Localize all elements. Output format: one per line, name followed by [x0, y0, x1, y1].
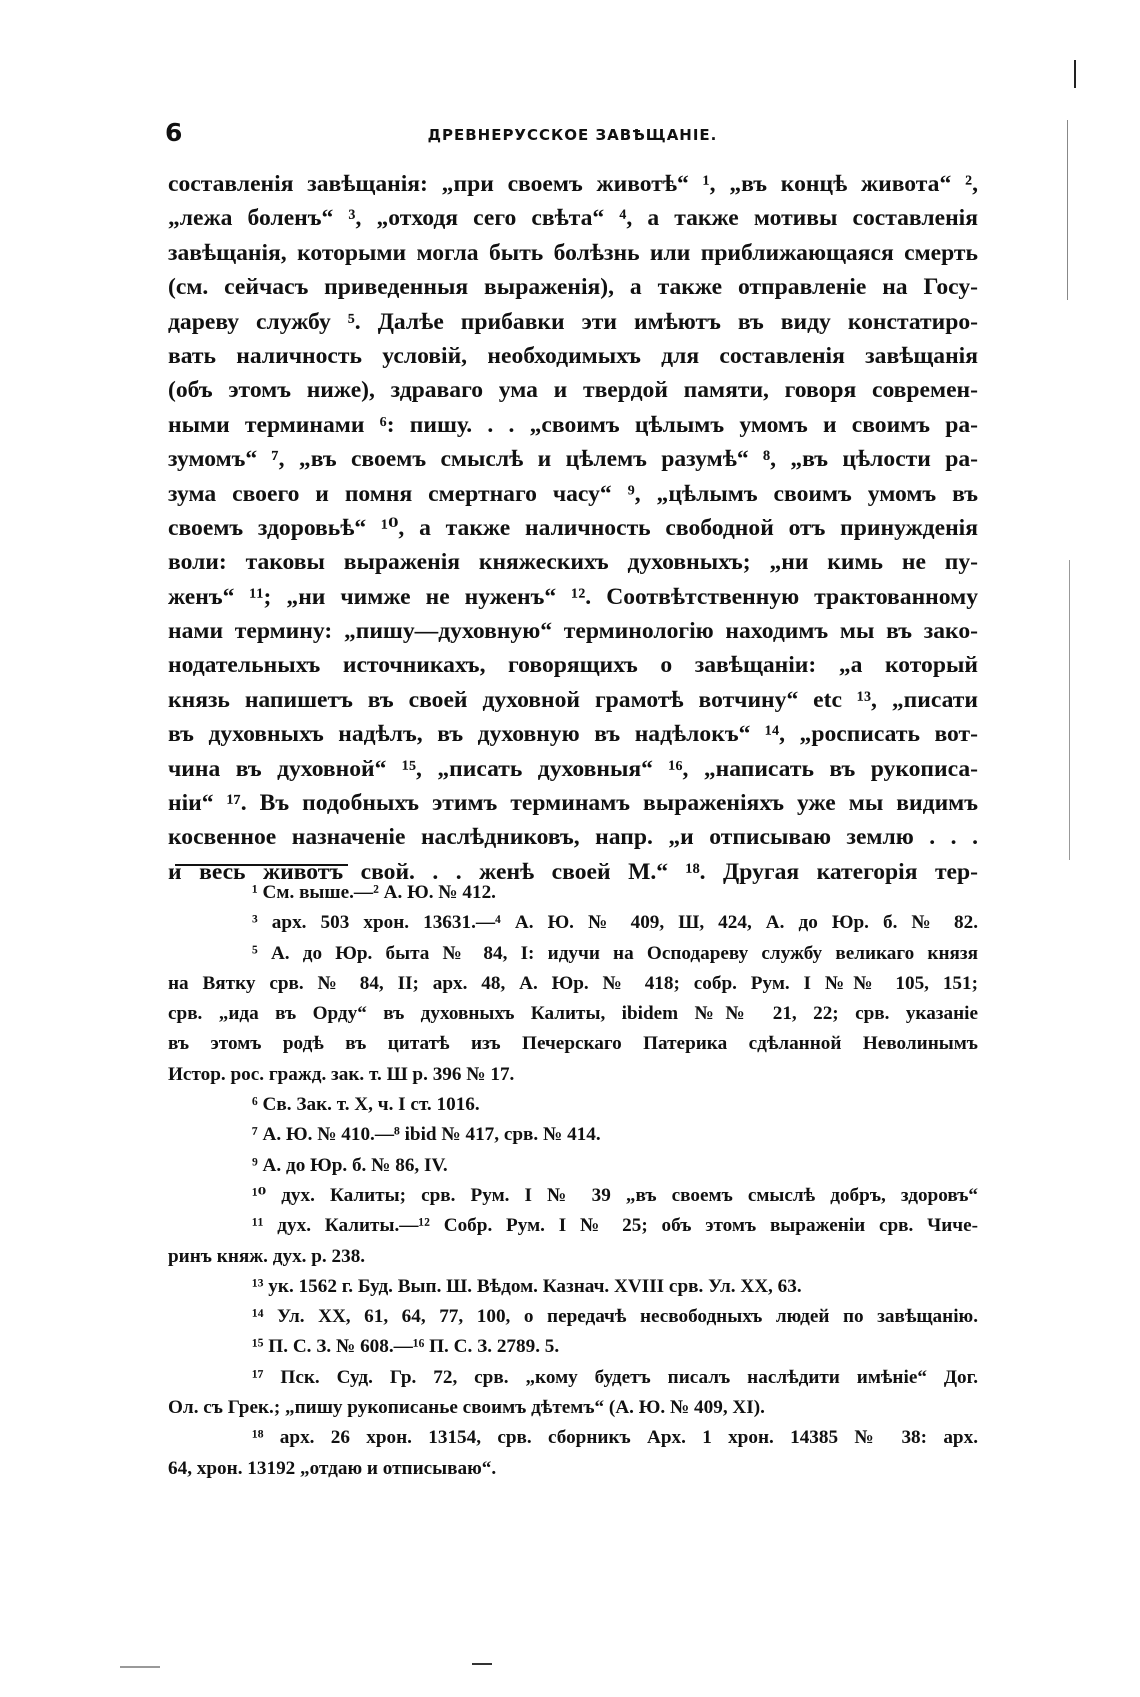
- footnotes: [168, 878, 978, 1484]
- text-line: въ духовныхъ надѣлъ, въ духовную въ надѣлокъ“ ¹⁴, „росписать вот-: [168, 721, 978, 748]
- footnote-line: ¹⁵ П. С. З. № 608.—¹⁶ П. С. З. 2789. 5.: [252, 1336, 560, 1358]
- text-line: князь напишетъ въ своей духовной грамотѣ вотчину“ etc ¹³, „писати: [168, 686, 978, 713]
- text-line: и весь животъ свой. . . женѣ своей М.“ ¹⁸. Другая категорія тер-: [168, 858, 978, 885]
- footnote-line: срв. „ида въ Орду“ въ духовныхъ Калиты, ibidem №№ 21, 22; срв. указаніе: [168, 1003, 978, 1025]
- footnote-line: ¹⁰ дух. Калиты; срв. Рум. I № 39 „въ своемъ смыслѣ добръ, здоровъ“: [252, 1184, 978, 1206]
- footnote-line: Ол. съ Грек.; „пишу рукописанье своимъ дѣтемъ“ (А. Ю. № 409, XI).: [168, 1397, 765, 1419]
- footnote-line: ¹¹ дух. Калиты.—¹² Собр. Рум. I № 25; объ этомъ выраженіи срв. Чиче-: [252, 1215, 978, 1237]
- footnote-line: ⁵ А. до Юр. быта № 84, I: идучи на Осподареву службу великаго князя: [252, 942, 978, 964]
- scan-bottom-mark: [120, 1666, 160, 1668]
- scan-bottom-mark: [472, 1663, 492, 1665]
- text-line: „лежа боленъ“ ³, „отходя сего свѣта“ ⁴, а также мотивы составленія: [168, 205, 978, 232]
- footnote-line: ⁷ А. Ю. № 410.—⁸ ibid № 417, срв. № 414.: [252, 1124, 601, 1146]
- main-text: [168, 167, 978, 889]
- footnote-line: ¹⁴ Ул. XX, 61, 64, 77, 100, о передачѣ несвободныхъ людей по завѣщанію.: [252, 1306, 978, 1328]
- text-line: женъ“ ¹¹; „ни чимже не нуженъ“ ¹². Соотвѣтственную трактованному: [168, 583, 978, 610]
- footnote-line: ³ арх. 503 хрон. 13631.—⁴ А. Ю. № 409, Ш, 424, А. до Юр. б. № 82.: [252, 912, 978, 934]
- footnote-line: ¹³ ук. 1562 г. Буд. Вып. Ш. Вѣдом. Казнач. XVIII срв. Ул. XX, 63.: [252, 1275, 802, 1297]
- text-line: (объ этомъ ниже), здраваго ума и твердой памяти, говоря современ-: [168, 377, 978, 404]
- footnote-line: ринъ княж. дух. р. 238.: [168, 1245, 366, 1267]
- footnote-line: на Вятку срв. № 84, II; арх. 48, А. Юр. № 418; собр. Рум. I №№ 105, 151;: [168, 972, 978, 994]
- text-line: чина въ духовной“ ¹⁵, „писать духовныя“ ¹⁶, „написать въ рукописа-: [168, 755, 978, 782]
- scan-edge-mark: [1067, 120, 1068, 300]
- text-line: косвенное назначеніе наслѣдниковъ, напр. „и отписываю землю . . .: [168, 824, 978, 851]
- footnote-line: ¹ См. выше.—² А. Ю. № 412.: [252, 882, 496, 903]
- text-line: нами термину: „пишу—духовную“ терминологію находимъ мы въ зако-: [168, 618, 978, 645]
- text-line: (см. сейчасъ приведенныя выраженія), а также отправленіе на Госу-: [168, 274, 978, 301]
- text-line: завѣщанія, которыми могла быть болѣзнь или приближающаяся смерть: [168, 239, 978, 266]
- footnote-line: ⁶ Св. Зак. т. X, ч. I ст. 1016.: [252, 1094, 480, 1116]
- footnote-line: ¹⁷ Пск. Суд. Гр. 72, срв. „кому будетъ писалъ наслѣдити имѣніе“ Дог.: [252, 1366, 978, 1388]
- text-line: воли: таковы выраженія княжескихъ духовныхъ; „ни кимь не пу-: [168, 549, 978, 576]
- text-line: нодательныхъ источникахъ, говорящихъ о завѣщаніи: „а который: [168, 652, 978, 679]
- text-line: ными терминами ⁶: пишу. . . „своимъ цѣлымъ умомъ и своимъ ра-: [168, 411, 978, 438]
- footnote-line: ⁹ А. до Юр. б. № 86, IV.: [252, 1154, 448, 1176]
- footnote-line: Истор. рос. гражд. зак. т. Ш р. 396 № 17.: [168, 1063, 515, 1085]
- text-line: вать наличность условій, необходимыхъ для составленія завѣщанія: [168, 342, 978, 369]
- footnote-line: въ этомъ родѣ въ цитатѣ изъ Печерскаго Патерика сдѣланной Неволинымъ: [168, 1033, 978, 1055]
- page-number: 6: [165, 118, 183, 147]
- text-line: своемъ здоровьѣ“ ¹⁰, а также наличность свободной отъ принужденія: [168, 514, 978, 541]
- text-line: составленія завѣщанія: „при своемъ животѣ“ ¹, „въ концѣ живота“ ²,: [168, 171, 978, 197]
- running-title: ДРЕВНЕРУССКОЕ ЗАВѢЩАНІЕ.: [427, 126, 718, 144]
- text-line: дареву службу ⁵. Далѣе прибавки эти имѣютъ въ виду констатиро-: [168, 308, 978, 335]
- page-header: [165, 118, 980, 158]
- footnote-line: 64, хрон. 13192 „отдаю и отписываю“.: [168, 1457, 497, 1479]
- footnote-separator: [175, 864, 348, 866]
- text-line: зума своего и помня смертнаго часу“ ⁹, „цѣлымъ своимъ умомъ въ: [168, 480, 978, 507]
- footnote-line: ¹⁸ арх. 26 хрон. 13154, срв. сборникъ Арх. 1 хрон. 14385 № 38: арх.: [252, 1427, 978, 1449]
- text-line: ніи“ ¹⁷. Въ подобныхъ этимъ терминамъ выраженіяхъ уже мы видимъ: [168, 790, 978, 817]
- scan-edge-mark: [1074, 60, 1076, 88]
- text-line: зумомъ“ ⁷, „въ своемъ смыслѣ и цѣлемъ разумѣ“ ⁸, „въ цѣлости ра-: [168, 446, 978, 473]
- scan-edge-mark: [1069, 560, 1070, 860]
